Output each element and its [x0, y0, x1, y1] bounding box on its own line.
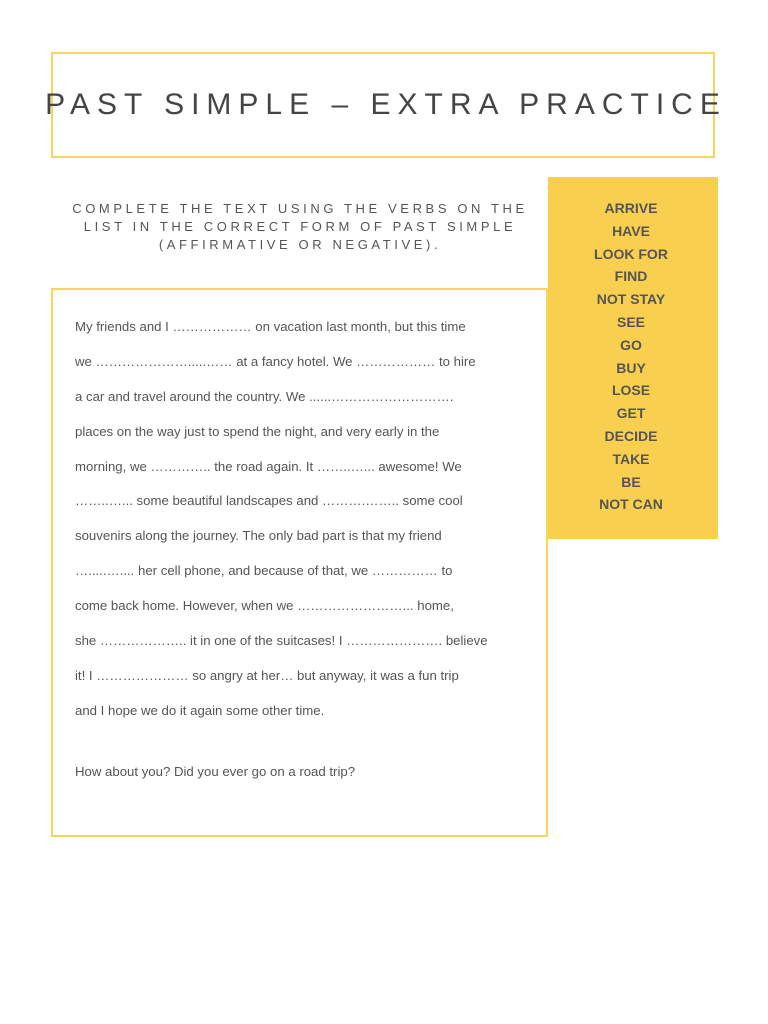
title-box	[45, 52, 727, 158]
verb-item: NOT STAY	[596, 291, 666, 308]
verb-item: FIND	[614, 268, 648, 285]
verb-list-box	[548, 177, 718, 539]
verb-item: DECIDE	[604, 427, 658, 444]
story-line: a car and travel around the country. We ......……………………….	[75, 388, 454, 404]
story-box	[51, 288, 548, 837]
verb-item: LOOK FOR	[594, 245, 668, 262]
verb-item: GO	[620, 336, 642, 353]
verb-item: LOSE	[611, 382, 651, 399]
verb-item: BUY	[616, 359, 646, 376]
page-title: PAST SIMPLE – EXTRA PRACTICE	[45, 88, 727, 121]
instructions-line: LIST IN THE CORRECT FORM OF PAST SIMPLE	[83, 219, 517, 234]
verb-item: ARRIVE	[604, 200, 658, 216]
story-line: My friends and I ……………… on vacation last month, but this time	[75, 319, 466, 334]
story-line: it! I ………………… so angry at her… but anyway, it was a fun trip	[75, 667, 459, 683]
verb-item: SEE	[616, 313, 645, 330]
story-text	[75, 310, 530, 729]
story-line: places on the way just to spend the night, and very early in the	[75, 423, 440, 439]
story-line: come back home. However, when we ……………………... home,	[75, 598, 454, 614]
instructions-line: (AFFIRMATIVE OR NEGATIVE).	[158, 237, 442, 252]
verb-item: HAVE	[612, 222, 650, 239]
verb-item: GET	[616, 405, 646, 422]
closing-question: How about you? Did you ever go on a road trip?	[75, 764, 356, 779]
story-line: she ……………….. it in one of the suitcases! I …………………. believe	[75, 633, 488, 649]
verb-item: NOT CAN	[599, 496, 663, 513]
verb-item: BE	[621, 473, 641, 490]
instructions-line: COMPLETE THE TEXT USING THE VERBS ON THE	[72, 201, 528, 216]
story-line: morning, we ………….. the road again. It ……..…... awesome! We	[75, 458, 462, 474]
story-line: souvenirs along the journey. The only bad part is that my friend	[75, 528, 442, 544]
verb-item: TAKE	[612, 450, 650, 467]
instructions	[70, 200, 530, 254]
verb-list	[548, 197, 718, 516]
story-line: we ………………….....…… at a fancy hotel. We ……………… to hire	[75, 353, 476, 369]
story-line: ……..…... some beautiful landscapes and ……….…….. some cool	[75, 493, 463, 509]
story-line: and I hope we do it again some other time.	[75, 702, 325, 718]
story-line: ….....….... her cell phone, and because of that, we …………… to	[75, 563, 453, 579]
